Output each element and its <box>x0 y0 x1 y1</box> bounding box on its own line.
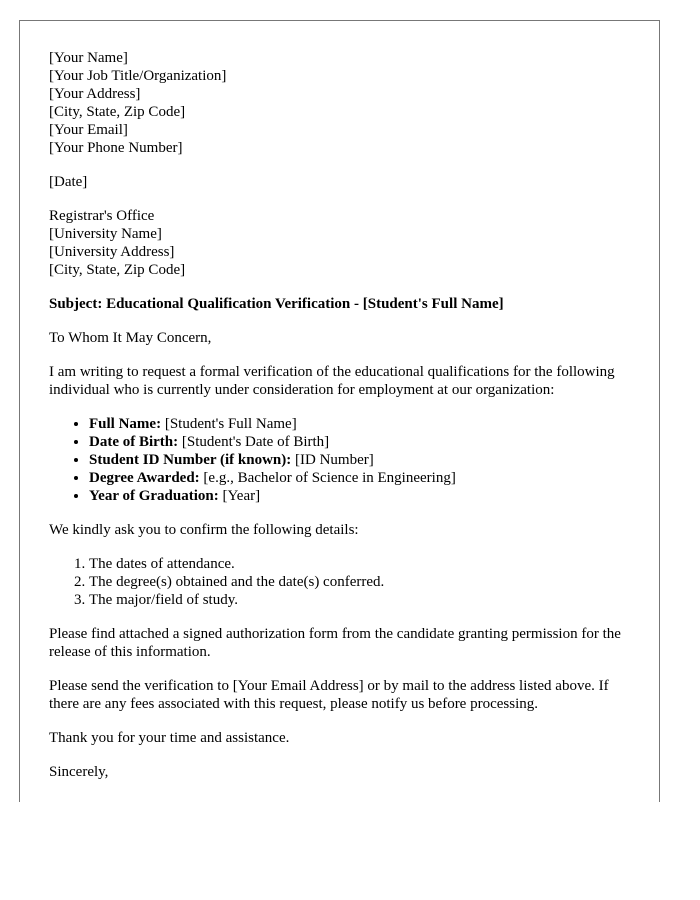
intro-paragraph: I am writing to request a formal verification of the educational qualifications for the following individual who is currently under consideration for employment at our organization: <box>49 364 615 398</box>
detail-value: [e.g., Bachelor of Science in Engineering] <box>199 470 456 486</box>
student-details-list <box>49 415 639 505</box>
thanks-line: Thank you for your time and assistance. <box>49 730 290 746</box>
detail-date-of-birth <box>89 433 639 451</box>
sender-email: [Your Email] <box>49 122 128 138</box>
confirm-item: 3. The major/field of study. <box>89 591 639 609</box>
recipient-city-state-zip: [City, State, Zip Code] <box>49 262 186 278</box>
detail-label: Student ID Number (if known): <box>89 452 292 468</box>
date-line: [Date] <box>49 174 88 190</box>
subject-line: Subject: Educational Qualification Verification - [Student's Full Name] <box>49 296 504 312</box>
salutation: To Whom It May Concern, <box>49 330 212 346</box>
detail-degree-awarded <box>89 469 639 487</box>
detail-label: Date of Birth: <box>89 434 179 450</box>
detail-student-id <box>89 451 639 469</box>
recipient-university-address: [University Address] <box>49 244 175 260</box>
sender-job-title: [Your Job Title/Organization] <box>49 68 227 84</box>
sender-address: [Your Address] <box>49 86 141 102</box>
confirm-intro: We kindly ask you to confirm the following details: <box>49 522 359 538</box>
sender-phone: [Your Phone Number] <box>49 140 183 156</box>
detail-label: Full Name: <box>89 416 162 432</box>
letter-body <box>49 49 639 797</box>
detail-label: Year of Graduation: <box>89 488 219 504</box>
letter-page <box>19 20 660 802</box>
recipient-university-name: [University Name] <box>49 226 162 242</box>
closing-line: Sincerely, <box>49 764 109 780</box>
detail-value: [Student's Full Name] <box>161 416 297 432</box>
detail-value: [ID Number] <box>291 452 374 468</box>
sender-block <box>49 49 639 157</box>
recipient-block <box>49 207 639 279</box>
confirm-item: 2. The degree(s) obtained and the date(s) conferred. <box>89 573 639 591</box>
detail-label: Degree Awarded: <box>89 470 200 486</box>
attachment-note: Please find attached a signed authorization form from the candidate granting permission for the release of this information. <box>49 626 621 660</box>
recipient-office: Registrar's Office <box>49 208 155 224</box>
detail-full-name <box>89 415 639 433</box>
confirm-details-list <box>49 555 639 609</box>
send-instructions: Please send the verification to [Your Email Address] or by mail to the address listed above. If there are any fees associated with this request, please notify us before processing. <box>49 678 609 712</box>
detail-value: [Student's Date of Birth] <box>178 434 330 450</box>
detail-year-of-graduation <box>89 487 639 505</box>
confirm-item: 1. The dates of attendance. <box>89 555 639 573</box>
sender-name: [Your Name] <box>49 50 128 66</box>
sender-city-state-zip: [City, State, Zip Code] <box>49 104 186 120</box>
detail-value: [Year] <box>218 488 261 504</box>
